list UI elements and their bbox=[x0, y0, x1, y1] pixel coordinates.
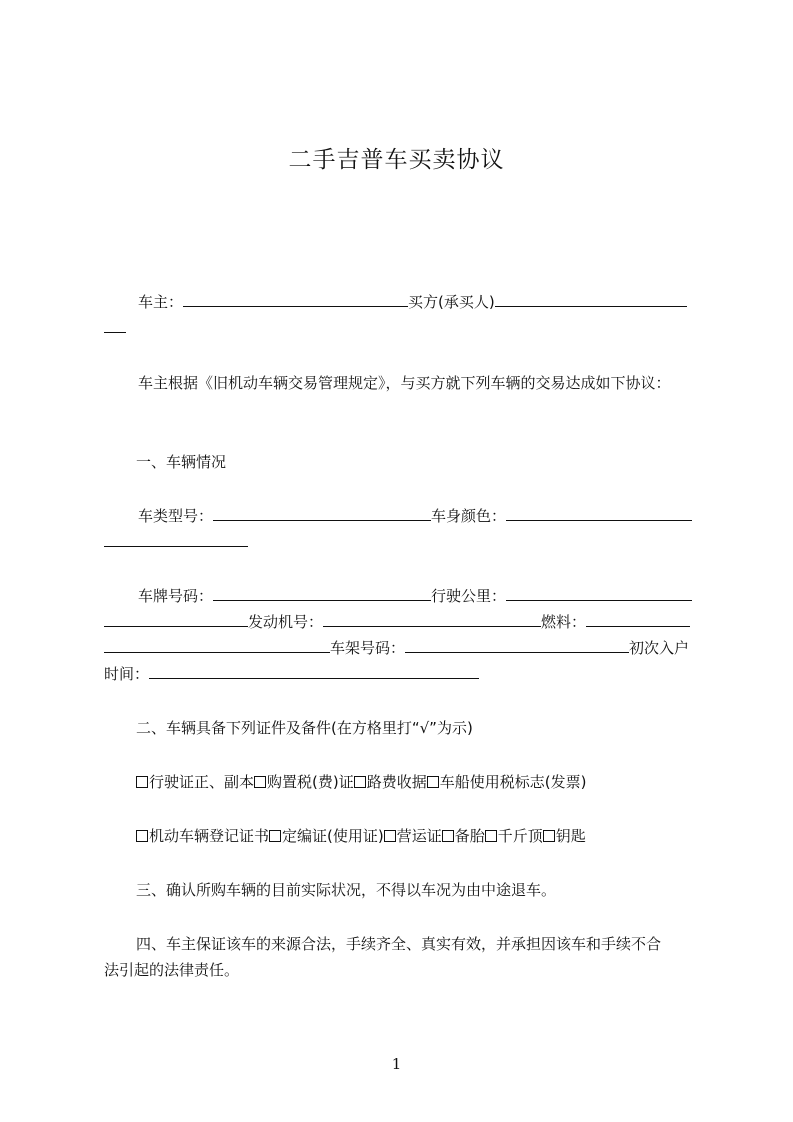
buyer-blank[interactable] bbox=[495, 291, 687, 307]
engine-label: 发动机号： bbox=[248, 613, 324, 631]
mileage-blank-cont[interactable] bbox=[104, 611, 248, 627]
fuel-blank[interactable] bbox=[586, 611, 690, 627]
reg-label-1: 初次入户 bbox=[629, 639, 690, 657]
intro-text: 车主根据《旧机动车辆交易管理规定》，与买方就下列车辆的交易达成如下协议： bbox=[138, 374, 671, 392]
item-jack: 千斤顶 bbox=[497, 827, 543, 845]
item-spare-tire: 备胎 bbox=[454, 827, 485, 845]
plate-mileage-line bbox=[104, 585, 700, 607]
plate-label: 车牌号码： bbox=[138, 587, 214, 605]
item-license: 行驶证正、副本 bbox=[149, 773, 255, 791]
plate-blank[interactable] bbox=[213, 585, 431, 601]
color-line-cont bbox=[104, 531, 700, 553]
item-quota-cert: 定编证(使用证) bbox=[282, 827, 384, 845]
item-operation-cert: 营运证 bbox=[396, 827, 442, 845]
item-purchase-tax: 购置税(费)证 bbox=[267, 773, 354, 791]
checkbox-road-fee[interactable] bbox=[354, 776, 366, 788]
checkbox-vehicle-tax[interactable] bbox=[427, 776, 439, 788]
item-registration: 机动车辆登记证书 bbox=[149, 827, 270, 845]
item-keys: 钥匙 bbox=[555, 827, 586, 845]
section2-heading: 二、车辆具备下列证件及备件(在方格里打“√”为示) bbox=[136, 719, 473, 737]
reg-line bbox=[104, 663, 700, 685]
buyer-blank-cont[interactable] bbox=[104, 317, 126, 333]
engine-blank[interactable] bbox=[323, 611, 541, 627]
item-road-fee: 路费收据 bbox=[366, 773, 427, 791]
model-color-line bbox=[104, 505, 700, 527]
reg-label-2: 时间： bbox=[104, 665, 150, 683]
parties-line-cont bbox=[104, 317, 700, 339]
checkbox-license[interactable] bbox=[136, 776, 148, 788]
document-title: 二手吉普车买卖协议 bbox=[288, 147, 505, 173]
checkbox-operation-cert[interactable] bbox=[384, 830, 396, 842]
item-vehicle-tax: 车船使用税标志(发票) bbox=[439, 773, 587, 791]
model-label: 车类型号： bbox=[138, 507, 214, 525]
checkbox-jack[interactable] bbox=[485, 830, 497, 842]
checkbox-spare-tire[interactable] bbox=[442, 830, 454, 842]
section3-text: 三、确认所购车辆的目前实际状况，不得以车况为由中途退车。 bbox=[136, 881, 557, 899]
fuel-blank-cont[interactable] bbox=[104, 637, 330, 653]
color-blank[interactable] bbox=[506, 505, 692, 521]
engine-fuel-line bbox=[104, 611, 700, 633]
checkbox-purchase-tax[interactable] bbox=[254, 776, 266, 788]
owner-blank[interactable] bbox=[183, 291, 408, 307]
frame-label: 车架号码： bbox=[330, 639, 406, 657]
mileage-blank[interactable] bbox=[506, 585, 692, 601]
color-label: 车身颜色： bbox=[431, 507, 507, 525]
checkbox-keys[interactable] bbox=[543, 830, 555, 842]
mileage-label: 行驶公里： bbox=[431, 587, 507, 605]
parties-line bbox=[104, 291, 700, 313]
owner-label: 车主： bbox=[138, 293, 184, 311]
section4-line2: 法引起的法律责任。 bbox=[104, 961, 240, 979]
color-blank-cont[interactable] bbox=[104, 531, 248, 547]
items-row-2 bbox=[104, 825, 700, 847]
buyer-label: 买方(承买人) bbox=[408, 293, 495, 311]
page-number: 1 bbox=[391, 1055, 402, 1073]
frame-blank[interactable] bbox=[405, 637, 629, 653]
fuel-label: 燃料： bbox=[541, 613, 587, 631]
section1-heading: 一、车辆情况 bbox=[136, 453, 227, 471]
model-blank[interactable] bbox=[213, 505, 431, 521]
frame-line bbox=[104, 637, 700, 659]
section4-line1: 四、车主保证该车的来源合法，手续齐全、真实有效，并承担因该车和手续不合 bbox=[136, 935, 662, 953]
checkbox-registration[interactable] bbox=[136, 830, 148, 842]
checkbox-quota-cert[interactable] bbox=[269, 830, 281, 842]
reg-blank[interactable] bbox=[149, 663, 479, 679]
items-row-1 bbox=[104, 771, 700, 793]
